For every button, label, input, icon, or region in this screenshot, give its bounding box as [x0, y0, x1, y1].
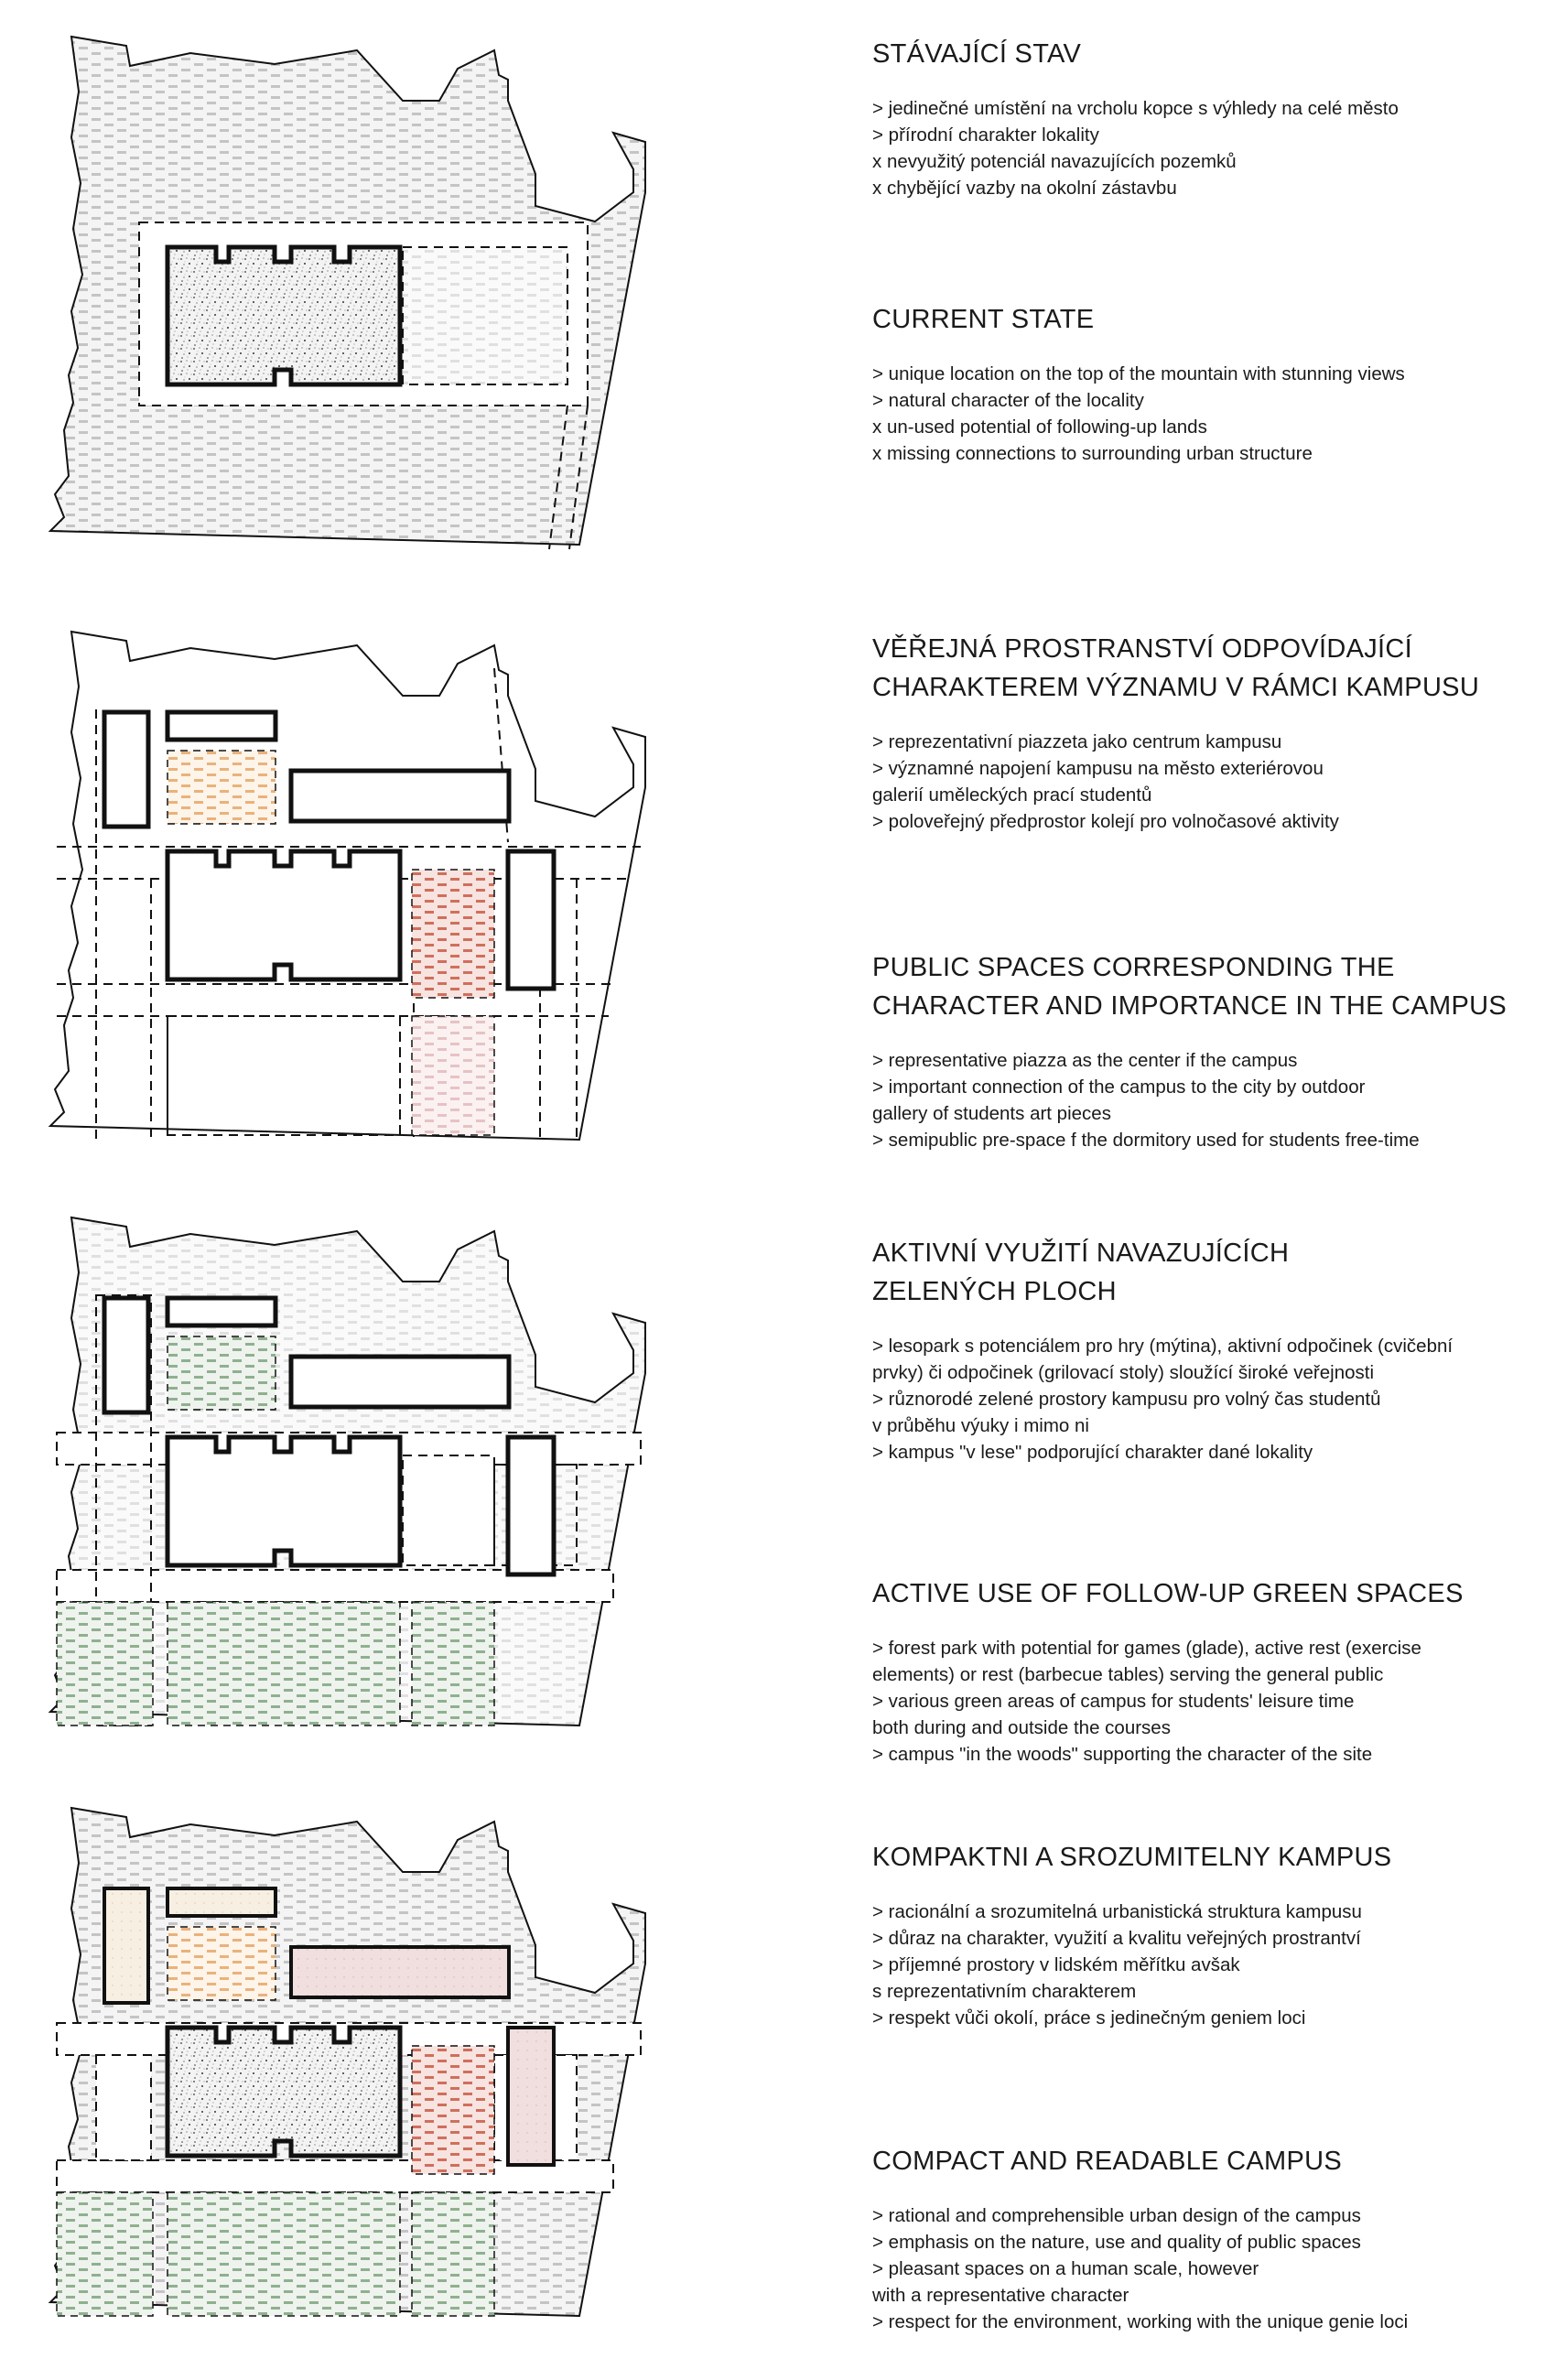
list-item: > lesopark s potenciálem pro hry (mýtina), aktivní odpočinek (cvičební prvky) či odpočinek (grilovací stoly) sloužící široké veřejnosti — [872, 1336, 1454, 1383]
panel-2-en-title: PUBLIC SPACES CORRESPONDING THE CHARACTER AND IMPORTANCE IN THE CAMPUS — [872, 953, 1507, 1021]
panel-4-cz — [872, 1838, 1550, 2031]
list-item: > respect for the environment, working with the unique genie loci — [872, 2311, 1409, 2332]
list-item: > unique location on the top of the mountain with stunning views — [872, 363, 1405, 384]
diagram-current-state — [50, 37, 645, 549]
panel-1-cz-title: STÁVAJÍCÍ STAV — [872, 39, 1082, 69]
panel-2-en — [872, 948, 1550, 1153]
list-item: > rational and comprehensible urban design of the campus — [872, 2205, 1361, 2226]
list-item: > poloveřejný předprostor kolejí pro volnočasové aktivity — [872, 811, 1339, 832]
panel-3-cz-title: AKTIVNÍ VYUŽITÍ NAVAZUJÍCÍCH ZELENÝCH PLOCH — [872, 1239, 1290, 1306]
panel-4-en — [872, 2142, 1550, 2335]
diagram-compact-campus — [50, 1808, 645, 2316]
panel-3-cz — [872, 1234, 1550, 1466]
list-item: > various green areas of campus for students' leisure time both during and outside the courses — [872, 1691, 1355, 1738]
list-item: > kampus "v lese" podporující charakter dané lokality — [872, 1442, 1313, 1463]
panel-4-en-title: COMPACT AND READABLE CAMPUS — [872, 2147, 1343, 2176]
list-item: > important connection of the campus to the city by outdoor gallery of students art pieces — [872, 1076, 1366, 1124]
list-item: > emphasis on the nature, use and quality of public spaces — [872, 2232, 1361, 2253]
panel-1-en-title: CURRENT STATE — [872, 305, 1095, 334]
panel-3-cz-list — [872, 1333, 1550, 1466]
list-item: x chybějící vazby na okolní zástavbu — [872, 178, 1177, 199]
panel-3-en-list — [872, 1635, 1550, 1768]
panel-3-en-title: ACTIVE USE OF FOLLOW-UP GREEN SPACES — [872, 1579, 1464, 1608]
list-item: > campus "in the woods" supporting the character of the site — [872, 1744, 1373, 1765]
diagram-green-spaces — [50, 1217, 645, 1726]
list-item: > důraz na charakter, využití a kvalitu veřejných prostrantví — [872, 1928, 1361, 1949]
panel-4-cz-title: KOMPAKTNI A SROZUMITELNY KAMPUS — [872, 1843, 1392, 1872]
panel-4-en-list — [872, 2202, 1550, 2335]
panel-1-cz-list — [872, 95, 1550, 201]
list-item: > příjemné prostory v lidském měřítku avšak s reprezentativním charakterem — [872, 1954, 1240, 2002]
list-item: x nevyužitý potenciál navazujících pozemků — [872, 151, 1237, 172]
list-item: > významné napojení kampusu na město exteriérovou galerií uměleckých prací studentů — [872, 758, 1324, 806]
list-item: > přírodní charakter lokality — [872, 124, 1099, 146]
list-item: > reprezentativní piazzeta jako centrum kampusu — [872, 731, 1282, 752]
panel-1-en — [872, 300, 1550, 467]
list-item: x missing connections to surrounding urban structure — [872, 443, 1313, 464]
list-item: x un-used potential of following-up lands — [872, 416, 1207, 438]
panel-1-en-list — [872, 361, 1550, 467]
list-item: > forest park with potential for games (glade), active rest (exercise elements) or rest (barbecue tables) serving the general public — [872, 1638, 1421, 1685]
diagram-public-spaces — [50, 632, 645, 1140]
list-item: > respekt vůči okolí, práce s jedinečným geniem loci — [872, 2007, 1306, 2028]
panel-4-cz-list — [872, 1899, 1550, 2031]
list-item: > racionální a srozumitelná urbanistická struktura kampusu — [872, 1901, 1362, 1922]
list-item: > pleasant spaces on a human scale, however with a representative character — [872, 2258, 1259, 2306]
panel-2-en-list — [872, 1047, 1550, 1153]
panel-2-cz — [872, 630, 1550, 835]
list-item: > semipublic pre-space f the dormitory used for students free-time — [872, 1130, 1420, 1151]
panel-3-en — [872, 1574, 1550, 1768]
panel-2-cz-title: VĚŘEJNÁ PROSTRANSTVÍ ODPOVÍDAJÍCÍ CHARAKTEREM VÝZNAMU V RÁMCI KAMPUSU — [872, 634, 1480, 702]
panel-2-cz-list — [872, 729, 1550, 835]
panel-1-cz — [872, 35, 1550, 201]
list-item: > různorodé zelené prostory kampusu pro volný čas studentů v průběhu výuky i mimo ni — [872, 1389, 1381, 1436]
list-item: > representative piazza as the center if the campus — [872, 1050, 1298, 1071]
list-item: > jedinečné umístění na vrcholu kopce s výhledy na celé město — [872, 98, 1399, 119]
list-item: > natural character of the locality — [872, 390, 1144, 411]
